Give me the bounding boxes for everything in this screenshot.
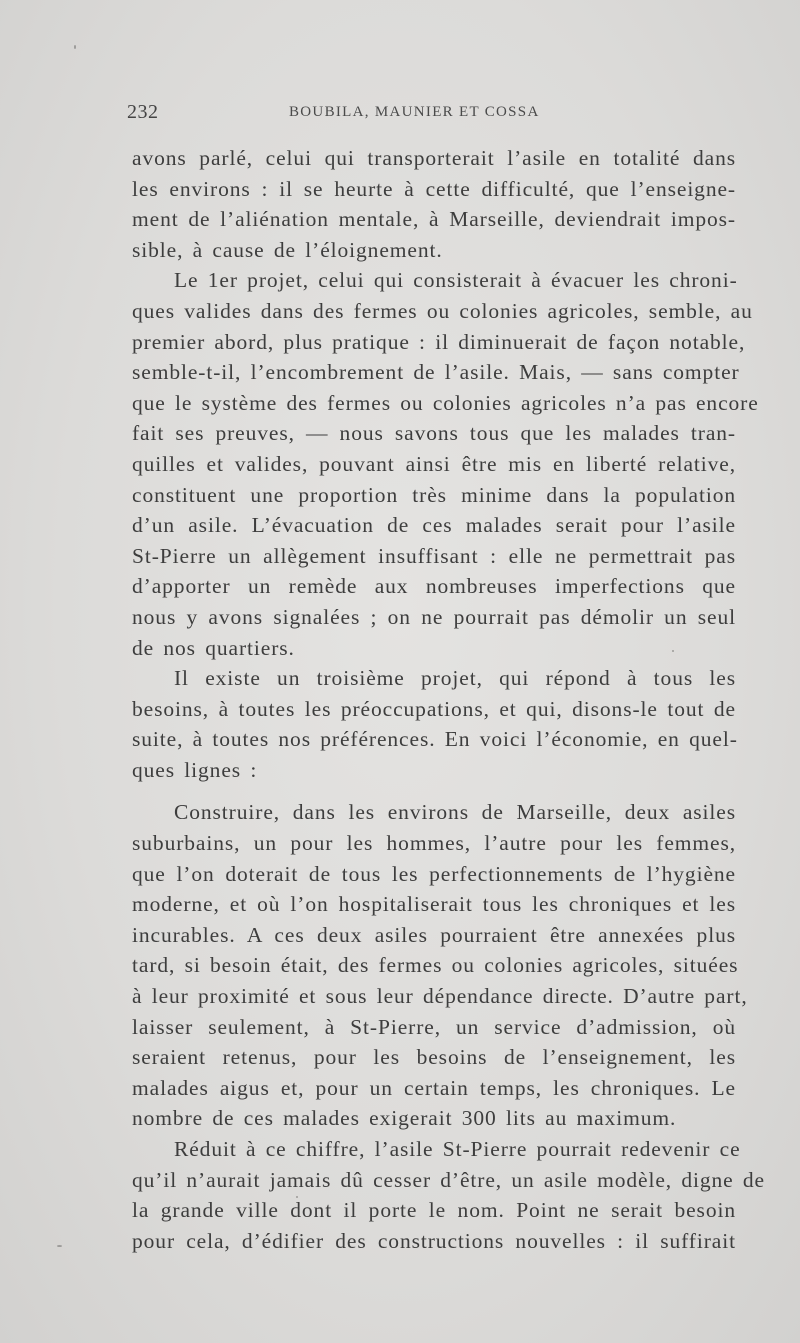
text-line: que le système des fermes ou colonies agricoles n’a pas encore — [132, 390, 759, 415]
paper-speck — [296, 1196, 298, 1198]
text-line: malades aigus et, pour un certain temps, les chroniques. Le — [132, 1075, 736, 1100]
text-line: Le 1er projet, celui qui consisterait à évacuer les chroni- — [174, 268, 738, 293]
paragraph — [132, 797, 748, 1134]
page-number: 232 — [127, 101, 159, 123]
body-text — [132, 143, 765, 1256]
paper-speck — [57, 1245, 62, 1247]
running-title: BOUBILA, MAUNIER ET COSSA — [289, 104, 540, 120]
paragraph — [132, 1134, 765, 1256]
text-line: ques valides dans des fermes ou colonies agricoles, semble, au — [132, 298, 753, 323]
text-line: à leur proximité et sous leur dépendance directe. D’autre part, — [132, 984, 748, 1009]
paragraph — [132, 265, 759, 663]
text-line: avons parlé, celui qui transporterait l’asile en totalité dans — [132, 146, 736, 170]
text-line: la grande ville dont il porte le nom. Point ne serait besoin — [132, 1198, 736, 1223]
text-line: tard, si besoin était, des fermes ou colonies agricoles, situées — [132, 953, 739, 978]
text-line: semble-t-il, l’encombrement de l’asile. Mais, — sans compter — [132, 360, 740, 385]
text-line: laisser seulement, à St-Pierre, un service d’admission, où — [132, 1014, 736, 1039]
paper-speck — [74, 45, 76, 49]
text-line: St-Pierre un allègement insuffisant : elle ne permettrait pas — [132, 543, 736, 568]
text-line: d’apporter un remède aux nombreuses imperfections que — [132, 574, 736, 599]
text-line: quilles et valides, pouvant ainsi être mis en liberté relative, — [132, 451, 736, 476]
text-line: que l’on doterait de tous les perfectionnements de l’hygiène — [132, 861, 736, 886]
text-line: incurables. A ces deux asiles pourraient être annexées plus — [132, 922, 736, 947]
paragraph-gap — [132, 785, 736, 797]
paragraph — [132, 663, 736, 785]
text-line: nous y avons signalées ; on ne pourrait pas démolir un seul — [132, 604, 736, 629]
text-line: d’un asile. L’évacuation de ces malades serait pour l’asile — [132, 513, 736, 538]
text-line: moderne, et où l’on hospitaliserait tous les chroniques et les — [132, 892, 736, 917]
text-line: sible, à cause de l’éloignement. — [132, 237, 443, 262]
text-line: Il existe un troisième projet, qui répond à tous les — [174, 666, 736, 691]
text-line: pour cela, d’édifier des constructions nouvelles : il suffirait — [132, 1228, 736, 1253]
text-line: besoins, à toutes les préoccupations, et qui, disons-le tout de — [132, 696, 736, 721]
text-line: de nos quartiers. — [132, 635, 295, 660]
text-line: qu’il n’aurait jamais dû cesser d’être, un asile modèle, digne de — [132, 1167, 765, 1192]
text-line: Réduit à ce chiffre, l’asile St-Pierre pourrait redevenir ce — [174, 1137, 741, 1161]
text-line: suburbains, un pour les hommes, l’autre pour les femmes, — [132, 831, 736, 856]
paragraph — [132, 143, 736, 265]
text-line: premier abord, plus pratique : il diminuerait de façon notable, — [132, 329, 746, 354]
text-line: nombre de ces malades exigerait 300 lits au maximum. — [132, 1106, 677, 1131]
text-line: suite, à toutes nos préférences. En voici l’économie, en quel- — [132, 727, 738, 752]
text-line: seraient retenus, pour les besoins de l’enseignement, les — [132, 1045, 736, 1070]
running-head — [127, 101, 737, 125]
paper-speck — [672, 650, 674, 652]
text-line: ques lignes : — [132, 757, 258, 782]
text-line: Construire, dans les environs de Marseille, deux asiles — [174, 800, 736, 825]
text-line: les environs : il se heurte à cette difficulté, que l’enseigne- — [132, 176, 736, 201]
text-line: ment de l’aliénation mentale, à Marseille, deviendrait impos- — [132, 207, 736, 232]
text-line: fait ses preuves, — nous savons tous que les malades tran- — [132, 421, 736, 446]
text-line: constituent une proportion très minime dans la population — [132, 482, 736, 507]
